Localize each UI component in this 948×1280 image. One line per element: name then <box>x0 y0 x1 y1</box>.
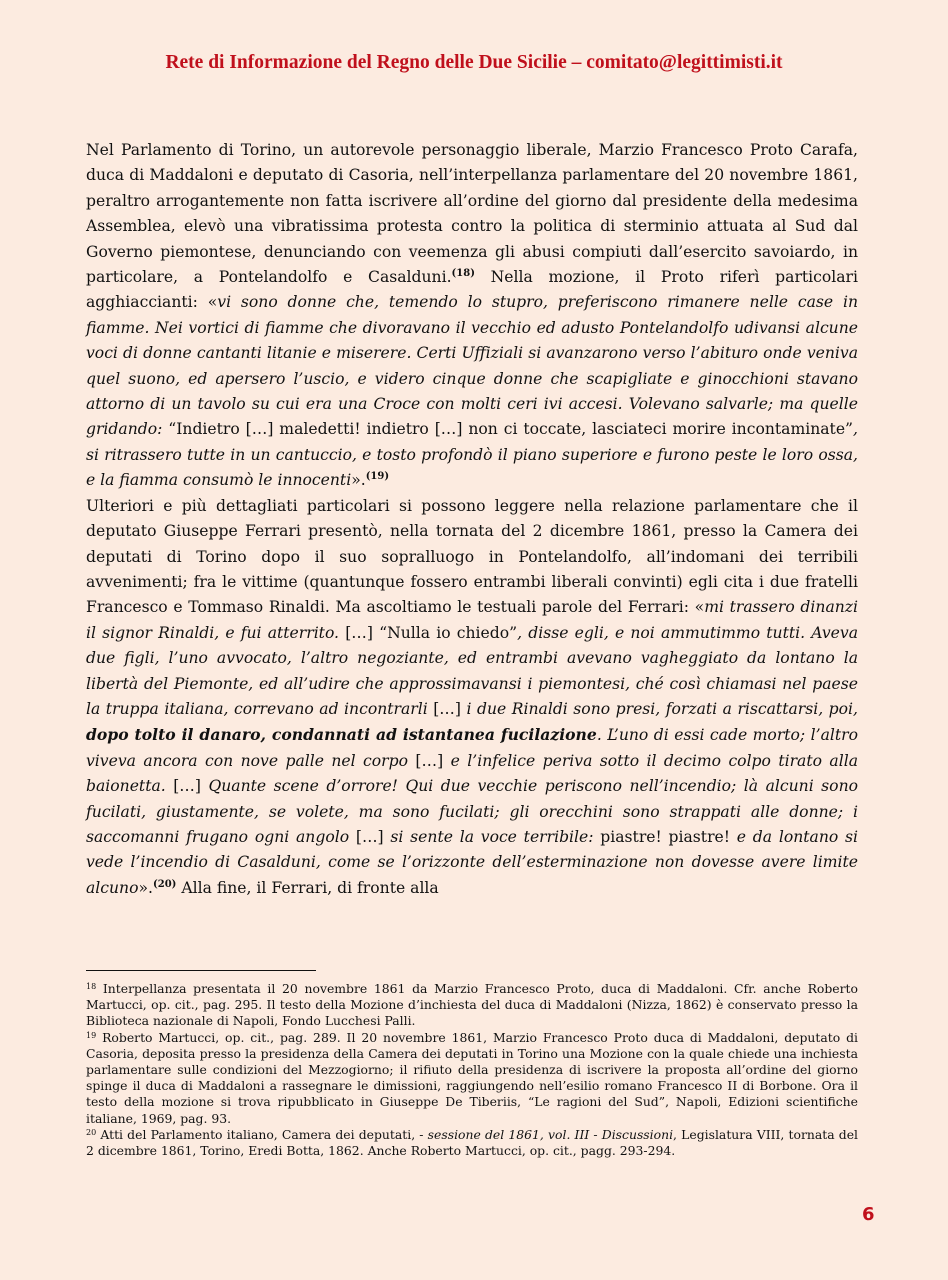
quote-italic: mi trassero dinanzi il signor Rinaldi, e fui atterrito. <box>86 598 858 642</box>
quote-italic: i due Rinaldi sono presi, forzati a riscattarsi, poi, <box>466 699 858 718</box>
quote-bold-italic: dopo tolto il danaro, condannati ad istantanea fucilazione <box>86 725 597 745</box>
footnotes <box>86 981 858 1159</box>
footnote-text: Roberto Martucci, op. cit., pag. 289. Il 20 novembre 1861, Marzio Francesco Proto duca di Maddaloni, deputato di Casoria, deposita presso la presidenza della Camera dei deputati in Torino una Mozione con la quale chiede una inchiesta parlamentare sulle condizioni del Mezzogiorno; il rifiuto della presidenza di iscrivere la proposta all’ordine del giorno spinge il duca di Maddaloni a rassegnare le dimissioni, raggiungendo nell’esilio romano Francesco II di Borbone. Ora il testo della mozione si trova ripubblicato in Giuseppe De Tiberiis, “Le ragioni del Sud”, Napoli, Edizioni scientifiche italiane, 1969, pag. 93. <box>86 1029 858 1126</box>
quote-italic: vi sono donne che, temendo lo stupro, preferiscono rimanere nelle case in fiamme. Nei vortici di fiamme che divoravano il vecchio ed adusto Pontelandolfo udivansi alcune voci di donne cantanti litanie e miserere. Certi Uffiziali si avanzarono verso l’abituro onde veniva quel suono, ed apersero l’uscio, e videro cinque donne che scapigliate e ginocchioni stavano attorno di un tavolo su cui era una Croce con molti ceri ivi accesi. Volevano salvarle; ma quelle gridando: <box>86 293 858 439</box>
text-run: […] <box>408 751 451 770</box>
footnote-divider <box>86 970 316 971</box>
footnote-number: 20 <box>86 1127 97 1137</box>
text-run: ». <box>138 878 153 897</box>
paragraph-2 <box>86 494 858 902</box>
text-run: […] <box>427 699 467 718</box>
quote-italic: e da lontano si vede l’incendio di Casalduni, come se l’orizzonte dell’esterminazione non dovesse avere limite alcuno <box>86 827 859 897</box>
text-run: […] “Nulla io chiedo” <box>339 623 518 642</box>
text-run: ». <box>351 471 366 490</box>
main-text <box>86 138 858 901</box>
footnote-ref-18[interactable]: (18) <box>451 268 475 280</box>
text-run: Alla fine, il Ferrari, di fronte alla <box>176 878 439 897</box>
footnote-ref-19[interactable]: (19) <box>365 471 390 483</box>
footnote-number: 19 <box>86 1030 97 1040</box>
footnote-number: 18 <box>86 982 97 991</box>
text-run: Ulteriori e più dettagliati particolari si possono leggere nella relazione parlamentare che il deputato Giuseppe Ferrari presentò, nella tornata del 2 dicembre 1861, presso la Camera dei deputati di Torino dopo il suo sopralluogo in Pontelandolfo, all’indomani dei terribili avvenimenti; fra le vittime (quantunque fossero entrambi liberali convinti) egli cita i due fratelli Francesco e Tommaso Rinaldi. Ma ascoltiamo le testuali parole del Ferrari: « <box>86 496 858 617</box>
footnote-italic: sessione del 1861, vol. III - Discussioni <box>427 1126 674 1142</box>
footnote-18 <box>86 981 858 1030</box>
footnote-19 <box>86 1030 858 1127</box>
footnote-text: Interpellanza presentata il 20 novembre 1861 da Marzio Francesco Proto, duca di Maddaloni. Cfr. anche Roberto Martucci, op. cit., pag. 295. Il testo della Mozione d’inchiesta del duca di Maddaloni (Nizza, 1862) è conservato presso la Biblioteca nazionale di Napoli, Fondo Lucchesi Palli. <box>86 981 858 1029</box>
page-number: 6 <box>862 1204 875 1225</box>
page-header: Rete di Informazione del Regno delle Due Sicilie – comitato@legittimisti.it <box>165 52 783 73</box>
quote-italic: Quante scene d’orrore! Qui due vecchie periscono nell’incendio; là alcuni sono fucilati, giustamente, se volete, ma sono fucilati; gli orecchini sono strappati alle donne; i saccomanni frugano ogni angolo <box>86 777 858 846</box>
quote-italic: . L’uno di essi cade morto; l’altro viveva ancora con nove palle nel corpo <box>86 726 858 770</box>
text-run: […] <box>165 777 209 796</box>
text-run: piastre! piastre! <box>593 827 737 846</box>
text-run: […] <box>349 827 391 846</box>
footnote-ref-20[interactable]: (20) <box>153 878 177 890</box>
quote-italic: si sente la voce terribile: <box>390 827 594 846</box>
text-run: Nella mozione, il Proto riferì particolari agghiaccianti: « <box>86 268 858 312</box>
footnote-text: Atti del Parlamento italiano, Camera dei deputati, - <box>96 1126 428 1142</box>
quote-italic: e l’infelice periva sotto il decimo colpo tirato alla baionetta. <box>86 751 858 796</box>
footnote-20 <box>86 1127 858 1159</box>
paragraph-1 <box>86 138 858 494</box>
quote-italic: , disse egli, e noi ammutimmo tutti. Aveva due figli, l’uno avvocato, l’altro negoziante, ed entrambi avevano vagheggiato da lontano la libertà del Piemonte, ed all’udire che approssimavansi i piemontesi, ché così chiamasi nel paese la truppa italiana, correvano ad incontrarli <box>86 623 858 718</box>
footnote-text: , Legislatura VIII, tornata del 2 dicembre 1861, Torino, Eredi Botta, 1862. Anche Roberto Martucci, op. cit., pagg. 293-294. <box>86 1126 858 1159</box>
text-run: Nel Parlamento di Torino, un autorevole personaggio liberale, Marzio Francesco Proto Carafa, duca di Maddaloni e deputato di Casoria, nell’interpellanza parlamentare del 20 novembre 1861, peraltro arrogantemente non fatta iscrivere all’ordine del giorno dal presidente della medesima Assemblea, elevò una vibratissima protesta contro la politica di sterminio attuata al Sud dal Governo piemontese, denunciando con veemenza gli abusi compiuti dall’esercito savoiardo, in particolare, a Pontelandolfo e Casalduni. <box>86 141 858 287</box>
text-run: “Indietro […] maledetti! indietro […] non ci toccate, lasciateci morire incontaminate” <box>162 420 854 439</box>
quote-italic: , si ritrassero tutte in un cantuccio, e tosto profondò il piano superiore e furono peste le loro ossa, e la fiamma consumò le innocenti <box>86 420 858 490</box>
